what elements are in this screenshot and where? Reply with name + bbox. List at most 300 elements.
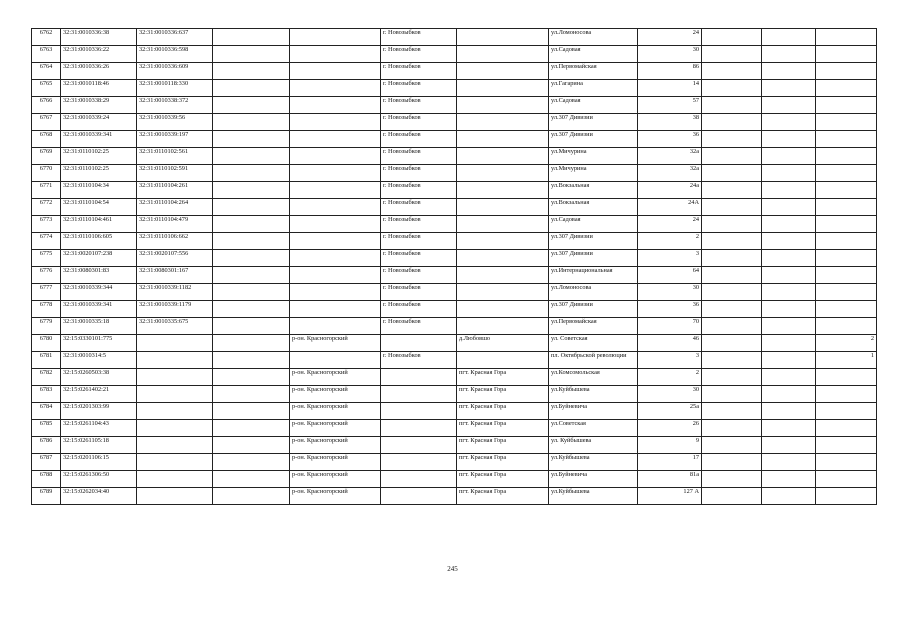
table-cell: 32:31:0020107:556	[137, 250, 213, 267]
table-cell	[702, 454, 762, 471]
table-row	[32, 437, 877, 454]
table-cell	[762, 199, 816, 216]
table-cell: 46	[638, 335, 702, 352]
table-cell: ул.Первомайская	[549, 318, 638, 335]
table-cell: 32а	[638, 148, 702, 165]
table-cell: ул.Буйневича	[549, 403, 638, 420]
table-cell: 6768	[32, 131, 61, 148]
table-cell: 70	[638, 318, 702, 335]
table-cell: 24А	[638, 199, 702, 216]
table-cell	[702, 216, 762, 233]
table-cell	[816, 182, 877, 199]
table-cell: ул.Вокзальная	[549, 199, 638, 216]
table-cell: 24а	[638, 182, 702, 199]
table-cell	[213, 352, 290, 369]
table-cell: 32:31:0080301:83	[61, 267, 137, 284]
table-cell: 32:31:0110104:261	[137, 182, 213, 199]
table-cell: 25а	[638, 403, 702, 420]
table-row	[32, 199, 877, 216]
table-cell	[762, 420, 816, 437]
table-cell: пгт. Красная Гора	[457, 420, 549, 437]
table-cell: г. Новозыбков	[381, 267, 457, 284]
table-cell: 6762	[32, 29, 61, 46]
table-cell: 6773	[32, 216, 61, 233]
table-cell: 32:31:0010339:1179	[137, 301, 213, 318]
table-cell: г. Новозыбков	[381, 63, 457, 80]
table-cell	[702, 148, 762, 165]
table-cell	[816, 148, 877, 165]
table-cell	[816, 403, 877, 420]
table-cell: 6780	[32, 335, 61, 352]
table-cell	[702, 250, 762, 267]
table-cell: р-он. Красногорский	[290, 420, 381, 437]
table-row	[32, 80, 877, 97]
table-cell	[762, 437, 816, 454]
table-cell: 32:15:0201303:99	[61, 403, 137, 420]
table-cell: 32:31:0110104:34	[61, 182, 137, 199]
table-cell	[213, 386, 290, 403]
table-cell	[816, 216, 877, 233]
table-cell	[816, 114, 877, 131]
table-cell	[816, 267, 877, 284]
table-cell	[702, 335, 762, 352]
table-cell	[702, 471, 762, 488]
table-row	[32, 131, 877, 148]
table-cell: 32:15:0201106:15	[61, 454, 137, 471]
table-cell: 2	[816, 335, 877, 352]
table-cell	[213, 29, 290, 46]
table-cell	[702, 267, 762, 284]
table-row	[32, 420, 877, 437]
table-cell: г. Новозыбков	[381, 29, 457, 46]
table-cell: 6788	[32, 471, 61, 488]
table-cell: г. Новозыбков	[381, 148, 457, 165]
table-cell: ул.Мичурина	[549, 148, 638, 165]
table-cell: г. Новозыбков	[381, 182, 457, 199]
table-cell	[290, 148, 381, 165]
table-cell	[762, 403, 816, 420]
table-cell	[816, 454, 877, 471]
table-cell	[457, 131, 549, 148]
table-cell	[290, 46, 381, 63]
table-cell: 30	[638, 386, 702, 403]
table-cell: 14	[638, 80, 702, 97]
table-cell: 32:31:0020107:238	[61, 250, 137, 267]
table-cell	[213, 63, 290, 80]
table-cell: ул.Ломоносова	[549, 29, 638, 46]
table-cell	[702, 301, 762, 318]
table-cell	[381, 335, 457, 352]
table-cell: ул.Ломоносова	[549, 284, 638, 301]
table-cell	[457, 301, 549, 318]
table-cell	[457, 199, 549, 216]
table-cell: 32:31:0010336:38	[61, 29, 137, 46]
table-cell: 6781	[32, 352, 61, 369]
table-cell	[213, 335, 290, 352]
table-cell: 6771	[32, 182, 61, 199]
table-cell: 6772	[32, 199, 61, 216]
table-cell: 6785	[32, 420, 61, 437]
table-cell	[213, 182, 290, 199]
table-cell	[457, 80, 549, 97]
table-cell: 24	[638, 216, 702, 233]
table-cell	[702, 420, 762, 437]
table-cell: 32:31:0110104:54	[61, 199, 137, 216]
table-cell	[702, 284, 762, 301]
table-cell	[816, 420, 877, 437]
table-cell	[762, 488, 816, 505]
table-cell	[457, 318, 549, 335]
table-cell: г. Новозыбков	[381, 216, 457, 233]
table-cell	[762, 29, 816, 46]
table-cell	[702, 29, 762, 46]
table-cell	[381, 454, 457, 471]
table-cell: 2	[638, 369, 702, 386]
table-cell	[816, 97, 877, 114]
table-cell: пгт. Красная Гора	[457, 454, 549, 471]
table-cell	[702, 114, 762, 131]
table-cell	[290, 284, 381, 301]
table-cell	[213, 233, 290, 250]
table-cell	[457, 267, 549, 284]
table-cell: 3	[638, 352, 702, 369]
table-cell: д.Любовшо	[457, 335, 549, 352]
table-row	[32, 335, 877, 352]
table-cell	[290, 29, 381, 46]
table-cell	[290, 267, 381, 284]
table-cell	[702, 369, 762, 386]
table-cell: 57	[638, 97, 702, 114]
table-cell	[213, 216, 290, 233]
table-cell: 32:31:0110102:25	[61, 148, 137, 165]
table-cell: 6764	[32, 63, 61, 80]
table-cell	[213, 148, 290, 165]
table-cell	[213, 284, 290, 301]
table-cell	[702, 352, 762, 369]
table-cell	[213, 165, 290, 182]
table-row	[32, 301, 877, 318]
table-cell: г. Новозыбков	[381, 352, 457, 369]
table-cell: 32:15:0330101:775	[61, 335, 137, 352]
table-cell: р-он. Красногорский	[290, 403, 381, 420]
table-cell: 32:31:0110102:25	[61, 165, 137, 182]
table-cell	[457, 250, 549, 267]
table-cell	[381, 488, 457, 505]
table-cell	[762, 386, 816, 403]
table-cell	[816, 63, 877, 80]
table-cell	[816, 386, 877, 403]
table-cell: 32:31:0010335:675	[137, 318, 213, 335]
table-cell	[213, 318, 290, 335]
table-cell	[762, 454, 816, 471]
table-cell	[457, 63, 549, 80]
table-row	[32, 182, 877, 199]
table-cell	[816, 165, 877, 182]
table-row	[32, 216, 877, 233]
table-cell	[762, 80, 816, 97]
table-cell	[213, 454, 290, 471]
table-cell	[137, 488, 213, 505]
table-cell: г. Новозыбков	[381, 80, 457, 97]
table-cell	[137, 454, 213, 471]
table-cell: 1	[816, 352, 877, 369]
table-cell: 32:31:0010339:344	[61, 284, 137, 301]
table-cell	[213, 420, 290, 437]
table-cell: 6783	[32, 386, 61, 403]
table-cell: 32:31:0010339:1182	[137, 284, 213, 301]
table-cell: ул.Садовая	[549, 97, 638, 114]
table-cell: 32:31:0110106:605	[61, 233, 137, 250]
table-cell: 6775	[32, 250, 61, 267]
table-row	[32, 318, 877, 335]
table-cell	[816, 80, 877, 97]
table-cell: 17	[638, 454, 702, 471]
table-cell	[702, 488, 762, 505]
table-cell	[816, 471, 877, 488]
table-cell: р-он. Красногорский	[290, 437, 381, 454]
table-cell: ул.Садовая	[549, 216, 638, 233]
table-cell	[381, 386, 457, 403]
table-cell	[213, 250, 290, 267]
table-cell	[290, 182, 381, 199]
table-cell: пгт. Красная Гора	[457, 488, 549, 505]
table-row	[32, 386, 877, 403]
table-cell	[290, 63, 381, 80]
table-cell	[702, 199, 762, 216]
table-cell	[457, 352, 549, 369]
table-cell	[816, 250, 877, 267]
table-cell: пгт. Красная Гора	[457, 471, 549, 488]
table-cell: 32:15:0261402:21	[61, 386, 137, 403]
table-cell: ул.Советская	[549, 420, 638, 437]
table-cell: г. Новозыбков	[381, 284, 457, 301]
table-cell: 6776	[32, 267, 61, 284]
table-cell	[290, 165, 381, 182]
table-cell	[762, 267, 816, 284]
table-cell: пл. Октябрьской революции	[549, 352, 638, 369]
table-cell	[816, 233, 877, 250]
table-cell: 6770	[32, 165, 61, 182]
table-cell	[762, 352, 816, 369]
table-cell	[457, 182, 549, 199]
table-row	[32, 233, 877, 250]
table-cell: ул.307 Дивизии	[549, 233, 638, 250]
table-cell	[290, 97, 381, 114]
table-cell	[213, 488, 290, 505]
table-cell	[213, 437, 290, 454]
table-cell: 32:15:0260503:38	[61, 369, 137, 386]
table-cell: 32:31:0110102:561	[137, 148, 213, 165]
table-cell: 32:31:0010336:609	[137, 63, 213, 80]
table-row	[32, 97, 877, 114]
table-cell	[762, 318, 816, 335]
table-cell: ул.Куйбышева	[549, 488, 638, 505]
table-cell	[457, 97, 549, 114]
table-cell	[702, 80, 762, 97]
table-cell: 32:31:0010339:24	[61, 114, 137, 131]
table-row	[32, 471, 877, 488]
table-cell	[762, 97, 816, 114]
table-cell: г. Новозыбков	[381, 46, 457, 63]
table-cell: 32:31:0110106:662	[137, 233, 213, 250]
table-cell: 9	[638, 437, 702, 454]
table-row	[32, 46, 877, 63]
table-cell	[381, 471, 457, 488]
table-cell: 6765	[32, 80, 61, 97]
table-cell: ул.Вокзальная	[549, 182, 638, 199]
table-cell	[213, 369, 290, 386]
table-cell	[290, 114, 381, 131]
table-cell: 32:15:0261104:43	[61, 420, 137, 437]
table-cell	[762, 471, 816, 488]
table-cell	[213, 471, 290, 488]
table-cell	[213, 80, 290, 97]
table-row	[32, 165, 877, 182]
table-cell	[762, 63, 816, 80]
table-cell	[816, 488, 877, 505]
table-cell	[290, 318, 381, 335]
table-cell	[762, 131, 816, 148]
table-cell: 32:31:0010339:341	[61, 301, 137, 318]
table-cell	[381, 437, 457, 454]
table-cell: 32:31:0080301:167	[137, 267, 213, 284]
table-cell: ул. Советская	[549, 335, 638, 352]
table-cell	[762, 182, 816, 199]
table-row	[32, 267, 877, 284]
table-cell: 32:15:0261306:50	[61, 471, 137, 488]
table-cell: 6789	[32, 488, 61, 505]
table-cell: 32:31:0010314:5	[61, 352, 137, 369]
table-cell: 32:31:0010336:26	[61, 63, 137, 80]
table-cell	[213, 131, 290, 148]
table-cell: 30	[638, 284, 702, 301]
table-cell: 6777	[32, 284, 61, 301]
table-cell	[381, 420, 457, 437]
table-cell: 6778	[32, 301, 61, 318]
table-cell	[213, 301, 290, 318]
table-cell: 36	[638, 301, 702, 318]
table-cell	[702, 318, 762, 335]
table-cell	[762, 165, 816, 182]
table-cell: 6784	[32, 403, 61, 420]
table-cell	[137, 403, 213, 420]
table-cell: ул.Садовая	[549, 46, 638, 63]
table-cell: ул.307 Дивизии	[549, 114, 638, 131]
table-cell: 32:31:0110104:461	[61, 216, 137, 233]
table-cell	[290, 199, 381, 216]
table-cell: пгт. Красная Гора	[457, 403, 549, 420]
table-row	[32, 250, 877, 267]
table-row	[32, 148, 877, 165]
table-cell	[702, 165, 762, 182]
table-cell: ул.Мичурина	[549, 165, 638, 182]
table-cell: 32:31:0010338:29	[61, 97, 137, 114]
table-cell: 6769	[32, 148, 61, 165]
table-cell: пгт. Красная Гора	[457, 386, 549, 403]
table-cell: 32:31:0010339:341	[61, 131, 137, 148]
table-cell: 32:31:0010118:330	[137, 80, 213, 97]
table-cell: 32:31:0010336:598	[137, 46, 213, 63]
table-cell: 6786	[32, 437, 61, 454]
table-cell	[762, 233, 816, 250]
table-cell	[702, 233, 762, 250]
table-cell	[457, 284, 549, 301]
table-cell	[816, 369, 877, 386]
table-cell: ул.Первомайская	[549, 63, 638, 80]
table-row	[32, 63, 877, 80]
table-cell	[816, 437, 877, 454]
table-cell	[457, 165, 549, 182]
table-cell	[137, 386, 213, 403]
table-cell: ул.307 Дивизии	[549, 301, 638, 318]
table-cell: г. Новозыбков	[381, 114, 457, 131]
page-number: 245	[447, 565, 458, 573]
table-cell	[702, 386, 762, 403]
table-cell	[816, 199, 877, 216]
table-cell	[381, 369, 457, 386]
table-cell: г. Новозыбков	[381, 250, 457, 267]
table-cell	[137, 471, 213, 488]
table-cell: ул.307 Дивизии	[549, 250, 638, 267]
table-cell: г. Новозыбков	[381, 318, 457, 335]
table-cell: 32:31:0110104:479	[137, 216, 213, 233]
table-cell: г. Новозыбков	[381, 199, 457, 216]
table-cell: 30	[638, 46, 702, 63]
table-cell	[762, 369, 816, 386]
table-cell	[702, 46, 762, 63]
table-cell	[290, 301, 381, 318]
table-cell: г. Новозыбков	[381, 233, 457, 250]
table-cell	[213, 114, 290, 131]
table-cell: р-он. Красногорский	[290, 471, 381, 488]
table-cell: р-он. Красногорский	[290, 488, 381, 505]
table-cell	[702, 437, 762, 454]
table-cell	[762, 284, 816, 301]
table-cell: р-он. Красногорский	[290, 335, 381, 352]
table-cell: ул.Куйбышева	[549, 454, 638, 471]
table-cell	[702, 131, 762, 148]
table-cell: 81а	[638, 471, 702, 488]
table-cell	[816, 301, 877, 318]
table-cell	[213, 267, 290, 284]
table-cell	[213, 403, 290, 420]
table-cell: г. Новозыбков	[381, 131, 457, 148]
table-cell: 6787	[32, 454, 61, 471]
table-cell: 6767	[32, 114, 61, 131]
table-cell: ул.Комсомольская	[549, 369, 638, 386]
table-cell	[457, 46, 549, 63]
table-cell	[290, 216, 381, 233]
table-row	[32, 284, 877, 301]
table-cell	[137, 352, 213, 369]
table-cell	[290, 80, 381, 97]
table-cell	[137, 420, 213, 437]
table-cell	[762, 216, 816, 233]
table-cell	[762, 250, 816, 267]
table-cell	[816, 131, 877, 148]
table-cell: ул.Интернациональная	[549, 267, 638, 284]
table-cell: 86	[638, 63, 702, 80]
table-cell: 64	[638, 267, 702, 284]
table-cell	[816, 46, 877, 63]
table-cell	[290, 131, 381, 148]
table-cell	[816, 284, 877, 301]
table-cell: 32а	[638, 165, 702, 182]
table-cell: г. Новозыбков	[381, 165, 457, 182]
table-cell: ул.Куйбышева	[549, 386, 638, 403]
table-cell: 36	[638, 131, 702, 148]
table-cell	[762, 335, 816, 352]
